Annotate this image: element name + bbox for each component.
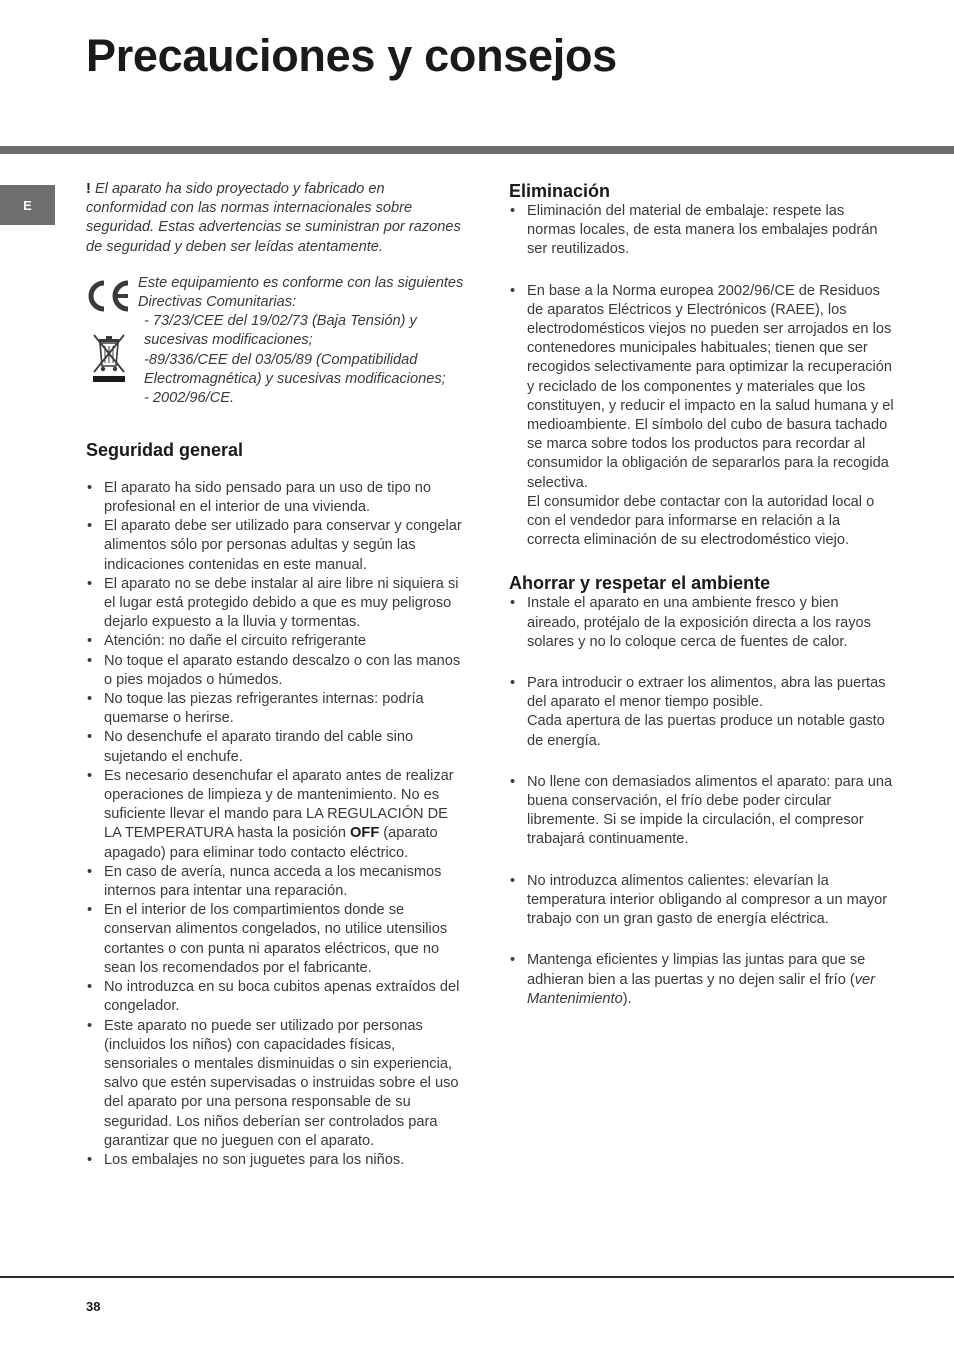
intro-warning-text: El aparato ha sido proyectado y fabricado en conformidad con las normas internacionales sobre seguridad. Estas advertencias se suministran por razones de seguridad y deben ser leídas atentamente. xyxy=(86,181,461,255)
directive-weee: - 2002/96/CE. xyxy=(144,390,235,407)
safety-heading: Seguridad general xyxy=(86,439,244,460)
header-divider xyxy=(0,146,954,154)
crossed-out-bin-icon xyxy=(89,332,129,384)
unplug-text-end: (aparato apagado) para eliminar todo contacto eléctrico. xyxy=(104,825,438,861)
list-item: • Este aparato no puede ser utilizado por personas (incluidos los niños) con capacidades físicas, sensoriales o mentales disminuidas o sin experiencia, salvo que estén supervisadas o instruidas sobre el uso del aparato por una persona responsable de su seguridad. Los niños deberían ser controlados para garantizar que no jueguen con el aparato. xyxy=(86,1017,466,1151)
directive-low-voltage: - 73/23/CEE del 19/02/73 (Baja Tensión) y sucesivas modificaciones; xyxy=(144,313,417,349)
list-item: • Eliminación del material de embalaje: respete las normas locales, de esta manera los embalajes podrán ser reutilizados. xyxy=(509,202,894,260)
disposal-heading: Eliminación xyxy=(509,181,611,201)
list-item xyxy=(86,767,466,863)
page-number: 38 xyxy=(86,1299,101,1314)
list-item: • Instale el aparato en una ambiente fresco y bien aireado, protéjalo de la exposición directa a los rayos solares y no lo coloque cerca de fuentes de calor. xyxy=(509,594,894,652)
certification-text xyxy=(138,274,468,408)
list-item: • Atención: no dañe el circuito refrigerante xyxy=(86,632,466,651)
seals-text: Mantenga eficientes y limpias las juntas para que se adhieran bien a las puertas y no dejen salir el frío ( xyxy=(527,952,866,988)
certification-intro: Este equipamiento es conforme con las siguientes Directivas Comunitarias: xyxy=(138,274,464,311)
weee-text: En base a la Norma europea 2002/96/CE de Residuos de aparatos Eléctricos y Electrónicos (RAEE), los electrodomésticos viejos no pueden ser arrojados en los contenedores municipales habituales; tienen que ser recogidos selectivamente para optimizar la recuperación y reciclado de los componentes y materiales que los constituyen, y reducir el impacto en la salud humana y el medioambiente. El símbolo del cubo de basura tachado se marca sobre todos los productos para recordar al consumidor la obligación de separarlos para la recogida selectiva. xyxy=(527,282,894,491)
directive-emc: -89/336/CEE del 03/05/89 (Compatibilidad Electromagnética) y sucesivas modificaciones; xyxy=(144,351,446,387)
intro-warning xyxy=(86,180,466,257)
seals-text-end: ). xyxy=(622,990,632,1007)
list-item xyxy=(509,674,894,751)
language-tab: E xyxy=(0,185,55,225)
list-item: • No llene con demasiados alimentos el aparato: para una buena conservación, el frío debe poder circular libremente. Si se impide la circulación, el compresor trabajará continuamente. xyxy=(509,773,894,850)
off-label: OFF xyxy=(350,825,380,842)
list-item: • No desenchufe el aparato tirando del cable sino sujetando el enchufe. xyxy=(86,728,466,766)
list-item: • El aparato debe ser utilizado para conservar y congelar alimentos sólo por personas adultas y según las indicaciones contenidas en este manual. xyxy=(86,517,466,575)
disposal-list xyxy=(509,202,894,550)
page-title: Precauciones y consejos xyxy=(86,30,617,81)
weee-text-cont: El consumidor debe contactar con la autoridad local o con el vendedor para informarse en relación a la correcta eliminación de su electrodoméstico viejo. xyxy=(527,493,875,549)
maintenance-reference: ver Mantenimiento xyxy=(527,971,876,1007)
left-column xyxy=(86,180,466,1170)
unplug-text: Es necesario desenchufar el aparato antes de realizar operaciones de limpieza y de mantenimiento. No es suficiente llevar el mando para LA REGULACIÓN DE LA TEMPERATURA hasta la posición xyxy=(104,767,454,842)
list-item: • El aparato no se debe instalar al aire libre ni siquiera si el lugar está protegido debido a que es muy peligroso dejarlo expuesto a la lluvia y tormentas. xyxy=(86,575,466,633)
list-item: • En el interior de los compartimientos donde se conservan alimentos congelados, no utilice utensilios cortantes o con punta ni aparatos eléctricos, que no sean los recomendados por el fabricante. xyxy=(86,901,466,978)
list-item: • El aparato ha sido pensado para un uso de tipo no profesional en el interior de una vivienda. xyxy=(86,479,466,517)
list-item: • No introduzca en su boca cubitos apenas extraídos del congelador. xyxy=(86,978,466,1016)
list-item: • No toque el aparato estando descalzo o con las manos o pies mojados o húmedos. xyxy=(86,652,466,690)
list-item: • No introduzca alimentos calientes: elevarían la temperatura interior obligando al compresor a un mayor trabajo con un gran gasto de energía eléctrica. xyxy=(509,872,894,930)
environment-list xyxy=(509,594,894,1008)
certification-block xyxy=(86,274,466,407)
environment-heading: Ahorrar y respetar el ambiente xyxy=(509,573,771,594)
right-column xyxy=(509,180,894,1031)
list-item: • En caso de avería, nunca acceda a los mecanismos internos para intentar una reparación. xyxy=(86,863,466,901)
doors-text-cont: Cada apertura de las puertas produce un notable gasto de energía. xyxy=(527,713,885,749)
footer-divider xyxy=(0,1276,954,1278)
list-item xyxy=(509,951,894,1009)
list-item xyxy=(509,282,894,551)
safety-list xyxy=(86,479,466,1170)
doors-text: Para introducir o extraer los alimentos, abra las puertas del aparato el menor tiempo posible. xyxy=(527,675,886,711)
list-item: • Los embalajes no son juguetes para los niños. xyxy=(86,1151,466,1170)
ce-mark-icon xyxy=(86,280,132,312)
list-item: • No toque las piezas refrigerantes internas: podría quemarse o herirse. xyxy=(86,690,466,728)
warning-icon: ! xyxy=(86,181,91,197)
